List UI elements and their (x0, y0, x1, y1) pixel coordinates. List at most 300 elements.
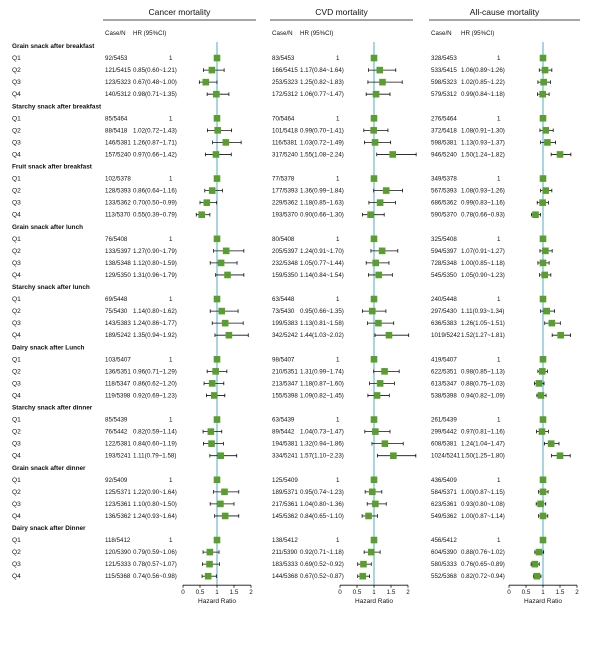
hr-point-marker (209, 187, 216, 194)
case-n-value: 194/5381 (272, 440, 298, 448)
hr-ci-value: 1 (169, 175, 173, 183)
hr-ci-value: 1 (497, 55, 501, 63)
case-n-value: 85/5464 (105, 115, 128, 123)
hr-point-marker (371, 296, 378, 303)
case-n-value: 144/5368 (272, 573, 298, 581)
case-n-value: 538/5398 (431, 392, 457, 400)
hr-point-marker (221, 489, 228, 496)
hr-point-marker (375, 272, 382, 279)
case-n-value: 349/5378 (431, 175, 457, 183)
hr-ci-value: 1 (336, 476, 340, 484)
col-header-cases: Case/N (105, 30, 126, 37)
hr-ci-value: 0.99(0.70~1.41) (300, 127, 344, 135)
hr-ci-value: 0.92(0.69~1.23) (133, 392, 177, 400)
hr-ci-value: 1.10(0.80~1.50) (133, 500, 177, 508)
hr-point-marker (359, 573, 366, 580)
hr-ci-value: 1.02(0.85~1.22) (461, 79, 505, 87)
quartile-label: Q4 (12, 452, 21, 460)
hr-point-marker (379, 79, 386, 86)
case-n-value: 436/5409 (431, 476, 457, 484)
case-n-value: 584/5371 (431, 488, 457, 496)
quartile-label: Q1 (12, 356, 21, 364)
case-n-value: 199/5383 (272, 320, 298, 328)
hr-point-marker (371, 115, 378, 122)
case-n-value: 133/5362 (105, 199, 131, 207)
quartile-label: Q3 (12, 259, 21, 267)
hr-point-marker (218, 260, 225, 267)
hr-point-marker (540, 416, 547, 423)
hr-ci-value: 1.08(0.93~1.26) (461, 187, 505, 195)
hr-point-marker (372, 501, 379, 508)
hr-point-marker (542, 187, 549, 194)
hr-point-marker (534, 573, 541, 580)
hr-ci-value: 1 (169, 235, 173, 243)
case-n-value: 623/5361 (431, 500, 457, 508)
hr-ci-value: 1 (497, 416, 501, 424)
quartile-label: Q4 (12, 512, 21, 520)
quartile-label: Q4 (12, 332, 21, 340)
hr-ci-value: 1.36(0.99~1.84) (300, 187, 344, 195)
hr-ci-value: 1.08(0.91~1.30) (461, 127, 505, 135)
hr-ci-value: 0.86(0.62~1.20) (133, 380, 177, 388)
x-tick-label: 2 (249, 589, 253, 597)
hr-ci-value: 1.00(0.85~1.18) (461, 259, 505, 267)
hr-ci-value: 1.24(0.91~1.70) (300, 247, 344, 255)
hr-ci-value: 1 (336, 175, 340, 183)
x-tick-label: 0.5 (195, 589, 205, 597)
x-tick-label: 1.5 (229, 589, 239, 597)
hr-ci-value: 1 (497, 537, 501, 545)
case-n-value: 76/5442 (105, 428, 128, 436)
case-n-value: 98/5407 (272, 356, 295, 364)
hr-point-marker (372, 428, 379, 435)
hr-ci-value: 0.88(0.76~1.02) (461, 549, 505, 557)
hr-ci-value: 1.52(1.27~1.81) (461, 332, 505, 340)
quartile-label: Q4 (12, 271, 21, 279)
hr-ci-value: 1.25(0.82~1.83) (300, 79, 344, 87)
hr-point-marker (539, 199, 546, 206)
hr-ci-value: 1.26(1.05~1.51) (461, 320, 505, 328)
quartile-label: Q3 (12, 139, 21, 147)
hr-point-marker (379, 248, 386, 255)
case-n-value: 80/5408 (272, 235, 295, 243)
hr-point-marker (214, 416, 221, 423)
case-n-value: 205/5397 (272, 247, 298, 255)
quartile-label: Q3 (12, 320, 21, 328)
quartile-label: Q4 (12, 392, 21, 400)
hr-point-marker (540, 175, 547, 182)
hr-ci-value: 1 (169, 476, 173, 484)
quartile-label: Q1 (12, 476, 21, 484)
hr-ci-value: 1.24(0.86~1.77) (133, 320, 177, 328)
hr-ci-value: 1 (169, 115, 173, 123)
hr-point-marker (377, 199, 384, 206)
hr-ci-value: 1.00(0.87~1.14) (461, 512, 505, 520)
case-n-value: 70/5464 (272, 115, 295, 123)
hr-ci-value: 0.67(0.52~0.87) (300, 573, 344, 581)
hr-point-marker (539, 428, 546, 435)
quartile-label: Q2 (12, 428, 21, 436)
hr-ci-value: 1.31(0.99~1.74) (300, 368, 344, 376)
hr-ci-value: 1.03(0.72~1.49) (300, 139, 344, 147)
case-n-value: 177/5393 (272, 187, 298, 195)
hr-ci-value: 1 (497, 356, 501, 364)
hr-ci-value: 0.79(0.59~1.06) (133, 549, 177, 557)
case-n-value: 229/5362 (272, 199, 298, 207)
case-n-value: 172/5312 (272, 91, 298, 99)
hr-ci-value: 0.90(0.66~1.30) (300, 211, 344, 219)
hr-point-marker (542, 127, 549, 134)
hr-ci-value: 0.98(0.85~1.13) (461, 368, 505, 376)
case-n-value: 101/5418 (272, 127, 298, 135)
hr-ci-value: 0.96(0.71~1.29) (133, 368, 177, 376)
hr-point-marker (389, 151, 396, 158)
case-n-value: 119/5398 (105, 392, 131, 400)
hr-ci-value: 1.32(0.94~1.86) (300, 440, 344, 448)
group-label: Fruit snack after breakfast (12, 163, 92, 171)
case-n-value: 545/5350 (431, 271, 457, 279)
case-n-value: 129/5350 (105, 271, 131, 279)
hr-point-marker (217, 501, 224, 508)
quartile-label: Q2 (12, 247, 21, 255)
case-n-value: 211/5390 (272, 549, 298, 557)
hr-point-marker (218, 308, 225, 315)
case-n-value: 83/5453 (272, 55, 295, 63)
case-n-value: 533/5415 (431, 67, 457, 75)
case-n-value: 145/5362 (272, 512, 298, 520)
hr-point-marker (374, 392, 381, 399)
hr-point-marker (540, 236, 547, 243)
hr-ci-value: 1.27(0.90~1.79) (133, 247, 177, 255)
hr-ci-value: 0.98(0.71~1.35) (133, 91, 177, 99)
case-n-value: 189/5371 (272, 488, 298, 496)
hr-ci-value: 0.99(0.84~1.18) (461, 91, 505, 99)
quartile-label: Q3 (12, 199, 21, 207)
hr-ci-value: 1.04(0.80~1.36) (300, 500, 344, 508)
hr-ci-value: 0.82(0.72~0.94) (461, 573, 505, 581)
group-label: Starchy snack after lunch (12, 284, 90, 291)
hr-point-marker (377, 380, 384, 387)
hr-ci-value: 1 (497, 235, 501, 243)
case-n-value: 317/5240 (272, 151, 298, 159)
quartile-label: Q3 (12, 561, 21, 569)
case-n-value: 102/5378 (105, 175, 131, 183)
hr-point-marker (537, 501, 544, 508)
hr-point-marker (544, 139, 551, 146)
hr-point-marker (213, 151, 220, 158)
case-n-value: 77/5378 (272, 175, 295, 183)
quartile-label: Q3 (12, 440, 21, 448)
hr-ci-value: 0.95(0.66~1.35) (300, 308, 344, 316)
case-n-value: 372/5418 (431, 127, 457, 135)
hr-point-marker (382, 440, 389, 447)
group-label: Dairy snack after Dinner (12, 525, 86, 532)
hr-point-marker (532, 211, 539, 218)
hr-ci-value: 1.22(0.90~1.64) (133, 488, 177, 496)
hr-ci-value: 1.13(0.93~1.37) (461, 139, 505, 147)
case-n-value: 115/5368 (105, 573, 131, 581)
hr-ci-value: 1 (497, 115, 501, 123)
group-label: Dairy snack after Lunch (12, 344, 85, 352)
case-n-value: 598/5323 (431, 79, 457, 87)
case-n-value: 89/5442 (272, 428, 295, 436)
hr-ci-value: 1.12(0.80~1.59) (133, 259, 177, 267)
case-n-value: 136/5351 (105, 368, 131, 376)
hr-ci-value: 1 (336, 416, 340, 424)
case-n-value: 334/5241 (272, 452, 298, 460)
case-n-value: 328/5453 (431, 55, 457, 63)
case-n-value: 580/5333 (431, 561, 457, 569)
hr-ci-value: 1.35(0.94~1.92) (133, 332, 177, 340)
hr-point-marker (540, 489, 547, 496)
quartile-label: Q4 (12, 151, 21, 159)
case-n-value: 92/5453 (105, 55, 128, 63)
hr-point-marker (214, 296, 221, 303)
hr-point-marker (540, 477, 547, 484)
hr-point-marker (208, 440, 215, 447)
case-n-value: 456/5412 (431, 537, 457, 545)
hr-point-marker (223, 139, 230, 146)
case-n-value: 297/5430 (431, 308, 457, 316)
hr-point-marker (548, 440, 555, 447)
hr-point-marker (214, 356, 221, 363)
case-n-value: 146/5381 (105, 139, 131, 147)
hr-ci-value: 1 (169, 296, 173, 304)
x-tick-label: 0 (181, 589, 185, 597)
quartile-label: Q1 (12, 416, 21, 424)
case-n-value: 76/5408 (105, 235, 128, 243)
case-n-value: 75/5430 (105, 308, 128, 316)
hr-point-marker (536, 549, 543, 556)
group-label: Grain snack after dinner (12, 464, 86, 472)
case-n-value: 63/5448 (272, 296, 295, 304)
hr-point-marker (386, 332, 393, 339)
quartile-label: Q1 (12, 175, 21, 183)
x-tick-label: 0 (507, 589, 511, 597)
hr-ci-value: 1 (336, 115, 340, 123)
quartile-label: Q2 (12, 308, 21, 316)
case-n-value: 88/5418 (105, 127, 128, 135)
hr-point-marker (369, 489, 376, 496)
hr-ci-value: 1.17(0.84~1.64) (300, 67, 344, 75)
case-n-value: 232/5348 (272, 259, 298, 267)
group-label: Starchy snack after dinner (12, 404, 93, 412)
hr-point-marker (222, 513, 229, 520)
case-n-value: 598/5381 (431, 139, 457, 147)
hr-ci-value: 0.74(0.56~0.98) (133, 573, 177, 581)
case-n-value: 590/5370 (431, 211, 457, 219)
hr-ci-value: 1 (169, 416, 173, 424)
hr-ci-value: 1 (336, 235, 340, 243)
hr-ci-value: 1 (169, 537, 173, 545)
hr-ci-value: 1.06(0.89~1.26) (461, 67, 505, 75)
case-n-value: 613/5347 (431, 380, 457, 388)
hr-ci-value: 1.50(1.25~1.80) (461, 452, 505, 460)
case-n-value: 133/5397 (105, 247, 131, 255)
quartile-label: Q1 (12, 55, 21, 63)
hr-ci-value: 1.55(1.08~2.24) (300, 151, 344, 159)
hr-ci-value: 0.97(0.66~1.42) (133, 151, 177, 159)
hr-point-marker (371, 356, 378, 363)
panel-title: Cancer mortality (148, 7, 211, 17)
case-n-value: 183/5333 (272, 561, 298, 569)
hr-ci-value: 0.88(0.75~1.03) (461, 380, 505, 388)
hr-point-marker (376, 67, 383, 74)
hr-ci-value: 1.11(0.93~1.34) (461, 308, 505, 316)
quartile-label: Q2 (12, 488, 21, 496)
hr-point-marker (213, 91, 220, 98)
case-n-value: 73/5430 (272, 308, 295, 316)
hr-ci-value: 1 (497, 476, 501, 484)
col-header-hr: HR (95%CI) (300, 30, 334, 37)
quartile-label: Q1 (12, 537, 21, 545)
case-n-value: 155/5398 (272, 392, 298, 400)
hr-ci-value: 1 (497, 296, 501, 304)
hr-ci-value: 1.50(1.24~1.82) (461, 151, 505, 159)
hr-ci-value: 1.09(0.82~1.45) (300, 392, 344, 400)
hr-point-marker (368, 549, 375, 556)
hr-point-marker (540, 79, 547, 86)
hr-point-marker (370, 127, 377, 134)
hr-point-marker (208, 428, 215, 435)
quartile-label: Q1 (12, 235, 21, 243)
case-n-value: 419/5407 (431, 356, 457, 364)
hr-ci-value: 0.99(0.83~1.16) (461, 199, 505, 207)
hr-point-marker (538, 392, 545, 399)
hr-point-marker (543, 308, 550, 315)
case-n-value: 552/5368 (431, 573, 457, 581)
hr-point-marker (373, 91, 380, 98)
hr-ci-value: 1.02(0.72~1.43) (133, 127, 177, 135)
quartile-label: Q2 (12, 127, 21, 135)
case-n-value: 63/5439 (272, 416, 295, 424)
case-n-value: 138/5348 (105, 259, 131, 267)
x-tick-label: 2 (406, 589, 410, 597)
hr-point-marker (211, 392, 218, 399)
hr-ci-value: 1.57(1.10~2.23) (300, 452, 344, 460)
group-label: Grain snack after breakfast (12, 43, 95, 50)
hr-ci-value: 1 (497, 175, 501, 183)
hr-point-marker (372, 139, 379, 146)
quartile-label: Q3 (12, 500, 21, 508)
hr-ci-value: 0.86(0.64~1.16) (133, 187, 177, 195)
hr-ci-value: 0.94(0.82~1.09) (461, 392, 505, 400)
x-tick-label: 2 (575, 589, 579, 597)
hr-point-marker (222, 320, 229, 327)
case-n-value: 253/5323 (272, 79, 298, 87)
hr-point-marker (367, 211, 374, 218)
case-n-value: 622/5351 (431, 368, 457, 376)
hr-ci-value: 0.84(0.65~1.10) (300, 512, 344, 520)
hr-ci-value: 0.92(0.71~1.18) (300, 549, 344, 557)
hr-ci-value: 1.14(0.84~1.54) (300, 271, 344, 279)
hr-ci-value: 0.69(0.52~0.92) (300, 561, 344, 569)
hr-ci-value: 0.76(0.65~0.89) (461, 561, 505, 569)
hr-ci-value: 0.93(0.80~1.08) (461, 500, 505, 508)
col-header-hr: HR (95%CI) (133, 30, 167, 37)
quartile-label: Q1 (12, 115, 21, 123)
case-n-value: 123/5323 (105, 79, 131, 87)
case-n-value: 1019/5242 (431, 332, 461, 340)
hr-point-marker (198, 211, 205, 218)
quartile-label: Q2 (12, 67, 21, 75)
x-tick-label: 0.5 (352, 589, 362, 597)
hr-ci-value: 0.85(0.60~1.21) (133, 67, 177, 75)
hr-ci-value: 1.31(0.96~1.79) (133, 271, 177, 279)
case-n-value: 159/5350 (272, 271, 298, 279)
case-n-value: 157/5240 (105, 151, 131, 159)
hr-point-marker (539, 91, 546, 98)
hr-point-marker (557, 452, 564, 459)
hr-point-marker (369, 308, 376, 315)
hr-point-marker (365, 513, 372, 520)
case-n-value: 125/5409 (272, 476, 298, 484)
hr-ci-value: 0.55(0.39~0.79) (133, 211, 177, 219)
x-tick-label: 1 (215, 589, 219, 597)
quartile-label: Q4 (12, 573, 21, 581)
hr-ci-value: 1.18(0.85~1.63) (300, 199, 344, 207)
case-n-value: 276/5464 (431, 115, 457, 123)
case-n-value: 189/5242 (105, 332, 131, 340)
x-axis-label: Hazard Ratio (524, 598, 562, 606)
hr-ci-value: 1.05(0.90~1.23) (461, 271, 505, 279)
hr-point-marker (226, 332, 233, 339)
case-n-value: 121/5415 (105, 67, 131, 75)
hr-point-marker (540, 537, 547, 544)
case-n-value: 608/5381 (431, 440, 457, 448)
x-tick-label: 0.5 (521, 589, 531, 597)
hr-ci-value: 1.06(0.77~1.47) (300, 91, 344, 99)
hr-ci-value: 1.24(0.93~1.64) (133, 512, 177, 520)
case-n-value: 193/5241 (105, 452, 131, 460)
x-axis-label: Hazard Ratio (198, 598, 236, 606)
case-n-value: 210/5351 (272, 368, 298, 376)
quartile-label: Q3 (12, 380, 21, 388)
case-n-value: 120/5390 (105, 549, 131, 557)
hr-point-marker (371, 236, 378, 243)
case-n-value: 342/5242 (272, 332, 298, 340)
hr-point-marker (371, 537, 378, 544)
case-n-value: 121/5333 (105, 561, 131, 569)
hr-point-marker (540, 296, 547, 303)
x-tick-label: 0 (338, 589, 342, 597)
hr-ci-value: 1.07(0.91~1.27) (461, 247, 505, 255)
hr-ci-value: 0.95(0.74~1.23) (300, 488, 344, 496)
hr-point-marker (224, 272, 231, 279)
hr-ci-value: 1 (336, 296, 340, 304)
hr-ci-value: 1 (336, 356, 340, 364)
case-n-value: 299/5442 (431, 428, 457, 436)
case-n-value: 946/5240 (431, 151, 457, 159)
case-n-value: 113/5370 (105, 211, 131, 219)
case-n-value: 604/5390 (431, 549, 457, 557)
hr-point-marker (204, 199, 211, 206)
case-n-value: 728/5348 (431, 259, 457, 267)
case-n-value: 193/5370 (272, 211, 298, 219)
hr-point-marker (542, 248, 549, 255)
hr-ci-value: 1.11(0.79~1.58) (133, 452, 177, 460)
hr-point-marker (371, 175, 378, 182)
hr-ci-value: 0.78(0.66~0.93) (461, 211, 505, 219)
panel-title: All-cause mortality (469, 7, 540, 17)
hr-point-marker (202, 79, 209, 86)
case-n-value: 567/5393 (431, 187, 457, 195)
case-n-value: 217/5361 (272, 500, 298, 508)
x-tick-label: 1.5 (555, 589, 565, 597)
hr-ci-value: 1.14(0.80~1.62) (133, 308, 177, 316)
quartile-label: Q4 (12, 211, 21, 219)
case-n-value: 636/5383 (431, 320, 457, 328)
